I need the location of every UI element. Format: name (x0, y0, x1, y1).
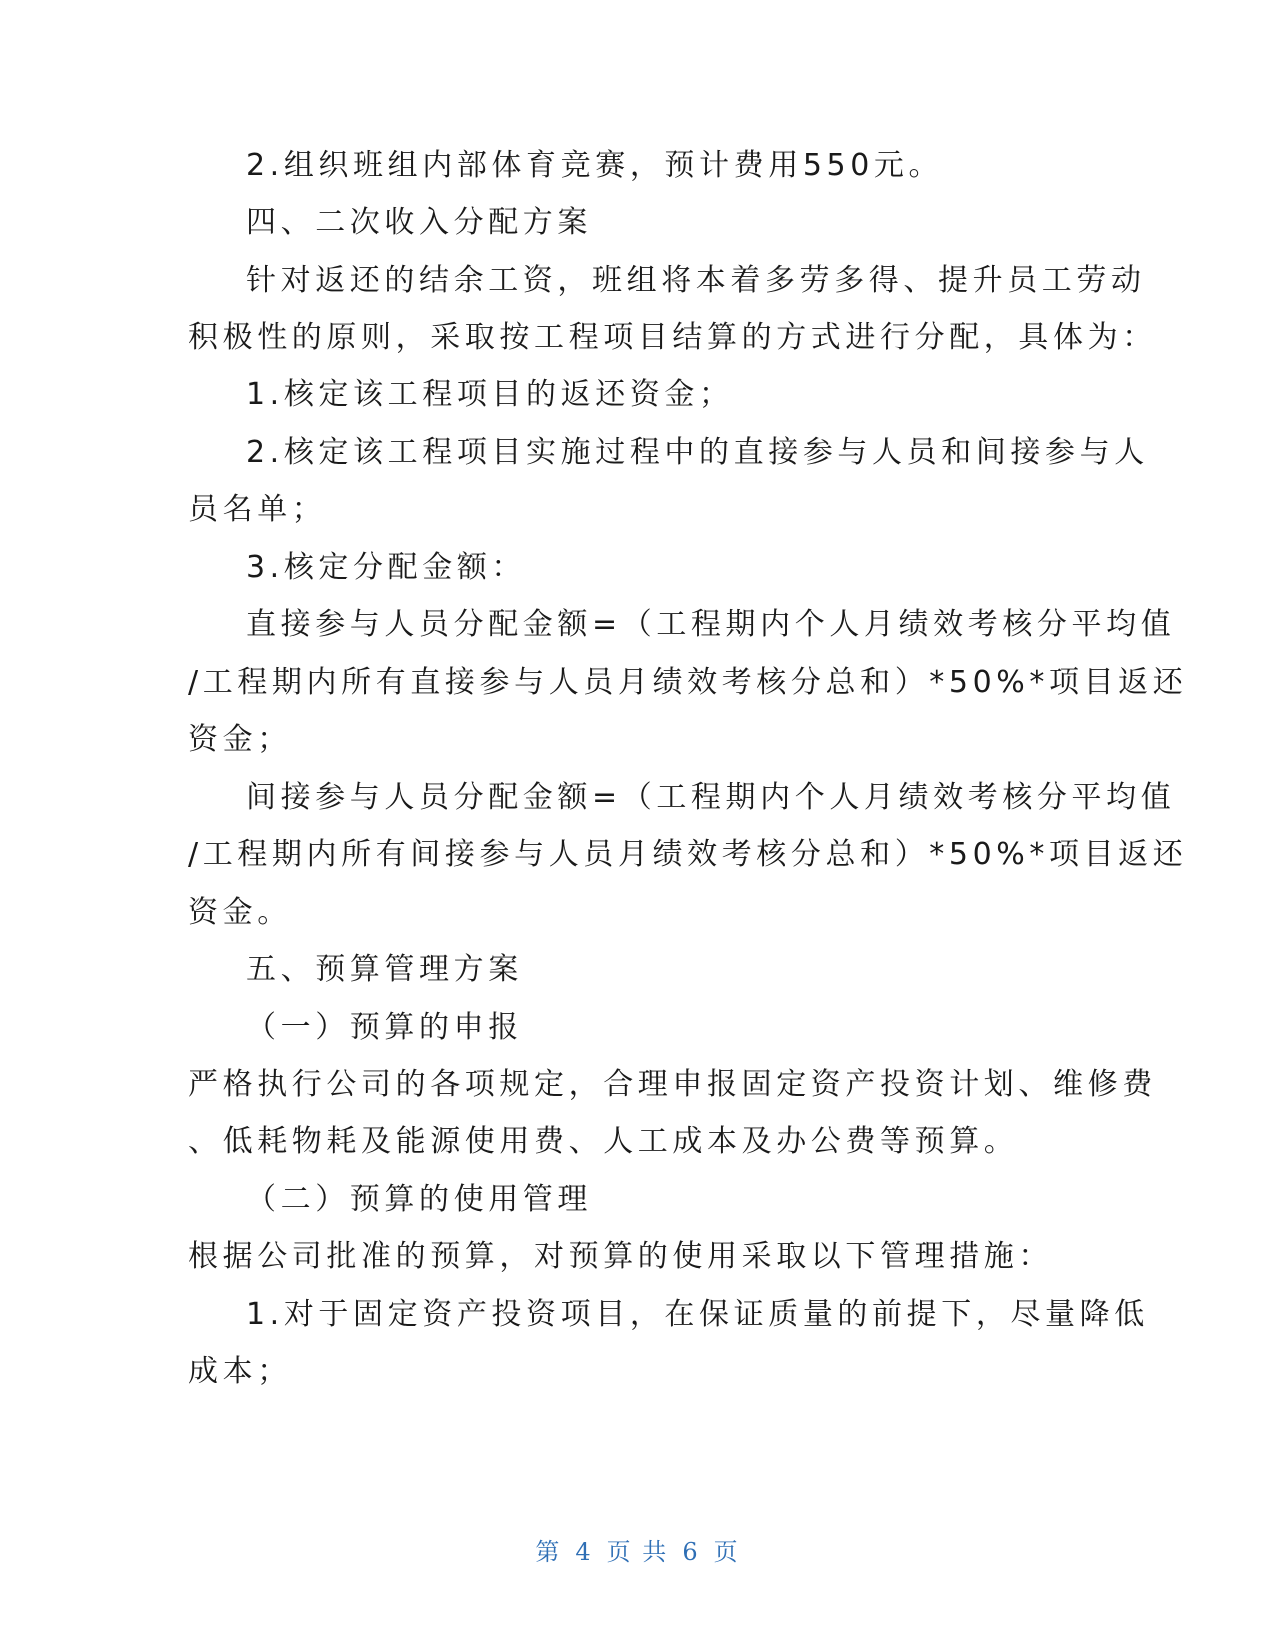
formula-line: 间接参与人员分配金额=（工程期内个人月绩效考核分平均值 (246, 780, 1176, 815)
formula-line: /工程期内所有直接参与人员月绩效考核分总和）*50%*项目返还 (188, 665, 1188, 700)
footer-middle: 页 共 (606, 1538, 669, 1566)
paragraph-line: 员名单； (188, 492, 327, 527)
formula-line: 资金。 (188, 895, 292, 930)
total-pages-number: 6 (682, 1538, 700, 1566)
paragraph-line: 根据公司批准的预算，对预算的使用采取以下管理措施： (188, 1239, 1053, 1274)
footer-suffix: 页 (713, 1538, 740, 1566)
paragraph-line: 2.组织班组内部体育竞赛，预计费用550元。 (246, 148, 944, 183)
formula-line: 资金； (188, 722, 292, 757)
page-footer (0, 1536, 1275, 1568)
list-item: 1.核定该工程项目的返还资金； (246, 377, 734, 412)
paragraph-line: 严格执行公司的各项规定，合理申报固定资产投资计划、维修费 (188, 1067, 1157, 1102)
section-heading: 四、二次收入分配方案 (246, 205, 592, 240)
subsection-heading: （一）预算的申报 (246, 1010, 523, 1045)
paragraph-line: 成本； (188, 1354, 292, 1389)
formula-line: /工程期内所有间接参与人员月绩效考核分总和）*50%*项目返还 (188, 837, 1188, 872)
list-item: 2.核定该工程项目实施过程中的直接参与人员和间接参与人 (246, 435, 1149, 470)
paragraph-line: 针对返还的结余工资，班组将本着多劳多得、提升员工劳动 (246, 263, 1146, 298)
current-page-number: 4 (575, 1538, 593, 1566)
list-item: 1.对于固定资产投资项目，在保证质量的前提下，尽量降低 (246, 1297, 1149, 1332)
paragraph-line: 、低耗物耗及能源使用费、人工成本及办公费等预算。 (188, 1124, 1019, 1159)
formula-line: 直接参与人员分配金额=（工程期内个人月绩效考核分平均值 (246, 607, 1176, 642)
footer-prefix: 第 (535, 1538, 562, 1566)
subsection-heading: （二）预算的使用管理 (246, 1182, 592, 1217)
list-item: 3.核定分配金额： (246, 550, 527, 585)
section-heading: 五、预算管理方案 (246, 952, 523, 987)
paragraph-line: 积极性的原则，采取按工程项目结算的方式进行分配，具体为： (188, 320, 1157, 355)
